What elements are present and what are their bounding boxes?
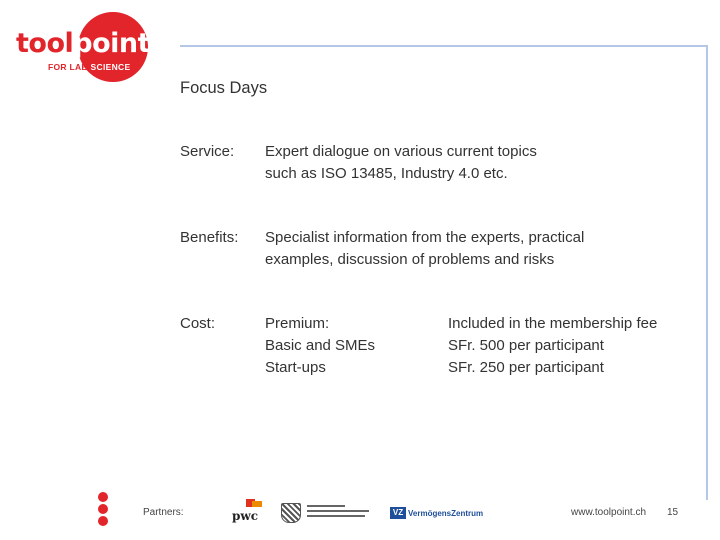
right-divider [706,45,708,500]
website-link[interactable]: www.toolpoint.ch [571,507,647,518]
benefits-label: Benefits: [180,229,239,246]
page-title: Focus Days [180,79,268,97]
service-label: Service: [180,143,235,160]
toolpoint-logo [14,12,149,84]
cost-tier-premium: Premium: [265,315,330,332]
cost-price-premium: Included in the membership fee [448,315,658,332]
pwc-logo [232,498,264,526]
cost-label: Cost: [180,315,216,332]
logo-tagline: FOR LAB SCIENCE [48,62,131,72]
footer-dot [98,504,108,514]
logo-wordmark: toolpoint [16,28,151,59]
canton-shield-icon [281,503,301,523]
benefits-line-1: Specialist information from the experts, practical [265,229,585,246]
cost-tier-startups: Start-ups [265,359,326,376]
pwc-wordmark: pwc [232,509,259,523]
top-divider [180,45,708,47]
footer-dot [98,516,108,526]
page-number: 15 [667,507,679,518]
partners-label: Partners: [143,507,184,518]
footer-dot [98,492,108,502]
canton-text-line [307,515,365,517]
service-line-1: Expert dialogue on various current topics [265,143,537,160]
service-line-2: such as ISO 13485, Industry 4.0 etc. [265,165,508,182]
vz-badge: VZ [390,507,406,519]
cost-price-basic: SFr. 500 per participant [448,337,604,354]
canton-text-line [307,510,369,512]
vermoegenszentrum-logo [390,498,484,526]
canton-zurich-logo [281,498,375,526]
cost-price-startups: SFr. 250 per participant [448,359,604,376]
pwc-block-orange [252,501,262,507]
cost-tier-basic: Basic and SMEs [265,337,376,354]
canton-text-line [307,505,345,507]
benefits-line-2: examples, discussion of problems and risks [265,251,555,268]
vz-wordmark: VermögensZentrum [408,509,484,518]
